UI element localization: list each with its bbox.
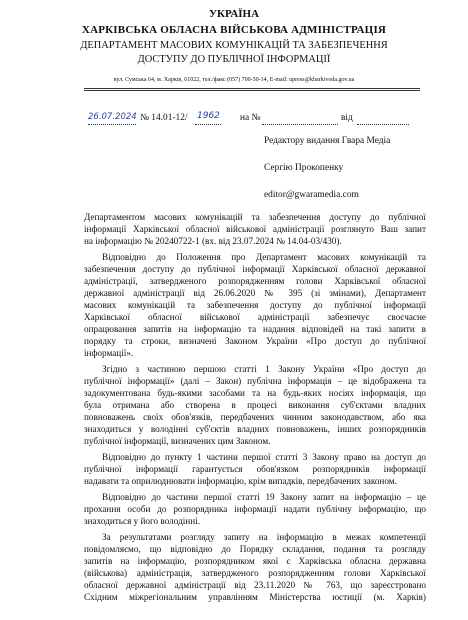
body-line: надавати та оприлюднювати інформацію, крім випадків, передбачених законом. xyxy=(84,476,397,486)
body-line: публічної інформації гарантується обов'язком розпорядників інформації xyxy=(84,464,426,474)
body-line: обласної державної адміністрації від 23.11.2020 № 763, що зареєстровано xyxy=(84,580,426,590)
body-line: інформації». xyxy=(84,348,134,358)
header-rule-2 xyxy=(84,90,420,91)
body-line: знаходиться у володінні суб'єктів владних повноважень, інших розпорядників xyxy=(84,424,426,434)
header-department-line2: ДОСТУПУ ДО ПУБЛІЧНОЇ ІНФОРМАЦІЇ xyxy=(137,54,331,65)
incoming-number-label: на № xyxy=(240,113,261,123)
body-line: Харківської обласної військової адміністрації забезпечує своєчасне xyxy=(84,312,426,322)
body-line: порядку та строки, визначені Законом України «Про доступ до публічної xyxy=(84,336,426,346)
addressee-email: editor@gwaramedia.com xyxy=(264,190,359,200)
header-country: УКРАЇНА xyxy=(208,8,260,20)
body-line: державної адміністрації від 26.06.2020 № 395 (зі змінами), Департамент xyxy=(84,288,426,298)
header-department-line1: ДЕПАРТАМЕНТ МАСОВИХ КОМУНІКАЦІЙ ТА ЗАБЕЗПЕЧЕННЯ xyxy=(80,40,388,51)
incoming-date-label: від xyxy=(341,113,353,123)
body-line: масових комунікацій та забезпечення доступу до публічної інформації xyxy=(84,300,426,310)
body-line: повідомляємо, що відповідно до Порядку складання, подання та розгляду xyxy=(84,544,426,554)
body-line: прохання особи до розпорядника інформації надати публічну інформацію, що xyxy=(84,504,426,514)
body-line: публічної інформації, визначених цим Законом. xyxy=(84,436,271,446)
body-line: забезпечення доступу до публічної інформації Харківської обласної державної xyxy=(84,264,426,274)
addressee-line1: Редактору видання Гвара Медіа xyxy=(264,136,391,146)
date-underline xyxy=(88,124,136,125)
body-line: була отримана або створена в процесі виконання суб'єктами владних xyxy=(84,400,426,410)
body-line: За результатами розгляду запиту на інформацію в межах компетенції xyxy=(102,532,426,542)
body-line: адміністрації, затвердженого розпорядженням голови Харківської обласної xyxy=(84,276,426,286)
header-contacts: вул. Сумська 64, м. Харків, 61022, тел./факс (057) 700-50-14, E-mail: upress@kharkivoda.gov.ua xyxy=(113,77,355,83)
body-line: Відповідно до пункту 1 частини першої статті 3 Закону право на доступ до xyxy=(102,452,426,462)
body-line: (військова) адміністрація, затвердженого розпорядженням голови Харківської xyxy=(84,568,426,578)
body-line: повноважень своїх обов'язків, передбачених чинним законодавством, або яка xyxy=(84,412,426,422)
body-line: запитів на інформацію, розпорядником якої є Харківська обласна державна xyxy=(84,556,426,566)
body-line: інформації Харківської обласної військової адміністрації розглянуто Ваш запит xyxy=(84,224,426,234)
body-line: задокументована будь-якими засобами та на будь-яких носіях інформація, що xyxy=(84,388,426,398)
registration-number: 1962 xyxy=(197,111,220,121)
body-line: Згідно з частиною першою статті 1 Закону України «Про доступ до xyxy=(102,364,426,374)
body-line: знаходиться у його володінні. xyxy=(84,516,200,526)
body-line: опрацювання запитів на інформацію та надання відповідей на такі запити в xyxy=(84,324,426,334)
incoming-number-underline xyxy=(262,124,338,125)
header-rule-1 xyxy=(84,88,420,89)
body-line: Департаментом масових комунікацій та забезпечення доступу до публічної xyxy=(84,212,426,222)
body-line: Відповідно до частини першої статті 19 Закону запит на інформацію – це xyxy=(102,492,426,502)
body-line: Східним міжрегіональним управлінням Міністерства юстиції (м. Харків) xyxy=(84,592,426,602)
number-underline xyxy=(195,124,221,125)
incoming-date-underline xyxy=(357,124,409,125)
body-line: Відповідно до Положення про Департамент масових комунікацій та xyxy=(102,252,426,262)
registration-date: 26.07.2024 xyxy=(88,112,137,122)
registration-number-prefix: № 14.01-12/ xyxy=(140,113,188,123)
addressee-line2: Сергію Прокопенку xyxy=(264,163,344,173)
body-line: публічної інформації» (далі – Закон) публічна інформація – це відображена та xyxy=(84,376,426,386)
header-administration: ХАРКІВСЬКА ОБЛАСНА ВІЙСЬКОВА АДМІНІСТРАЦІЯ xyxy=(81,24,387,36)
body-line: на інформацію № 20240722-1 (вх. від 23.07.2024 № 14.04-03/430). xyxy=(84,236,342,246)
